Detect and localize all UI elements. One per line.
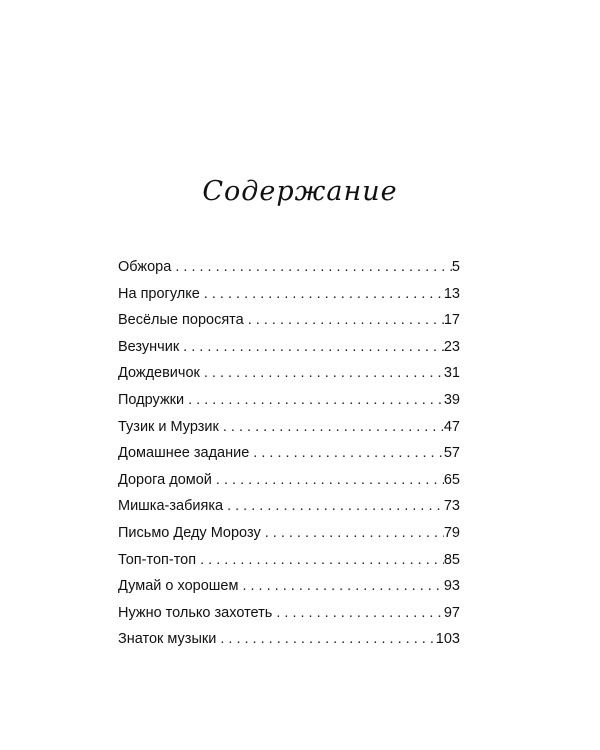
toc-entry-page: 97	[443, 604, 460, 621]
page-title: Содержание	[202, 176, 398, 207]
toc-entry-page: 5	[451, 259, 460, 275]
toc-entry-page: 79	[443, 524, 460, 541]
dot-leader	[216, 630, 435, 648]
toc-entry	[118, 497, 460, 524]
toc-entry	[118, 551, 460, 578]
toc-entry-title: Мишка-забияка	[118, 498, 224, 515]
toc-entry-title: Подружки	[118, 391, 185, 408]
toc-entry-page: 85	[443, 551, 460, 568]
dot-leader	[272, 604, 444, 622]
dot-leader	[171, 258, 452, 276]
toc-entry-page: 13	[443, 285, 460, 302]
toc-entry-title: Дорога домой	[118, 471, 212, 488]
toc-entry-page: 39	[443, 391, 460, 408]
toc-entry-title: Весёлые поросята	[118, 312, 244, 329]
toc-entry-page: 103	[435, 631, 460, 648]
toc-entry-page: 47	[443, 418, 460, 435]
toc-entry-title: Нужно только захотеть	[118, 604, 273, 621]
dot-leader	[244, 311, 444, 329]
toc-entry-page: 57	[443, 445, 460, 462]
dot-leader	[184, 391, 444, 409]
dot-leader	[238, 577, 443, 595]
toc-entry-page: 31	[443, 365, 460, 382]
toc-entry	[118, 285, 460, 312]
toc-entry-page: 65	[443, 471, 460, 488]
toc-entry-title: Тузик и Мурзик	[118, 418, 219, 435]
toc-entry	[118, 444, 460, 471]
toc-entry	[118, 338, 460, 365]
toc-entry-title: Письмо Деду Морозу	[118, 524, 261, 541]
toc-entry-title: Обжора	[118, 259, 172, 275]
toc-entry	[118, 418, 460, 445]
toc-entry	[118, 391, 460, 418]
toc-entry-title: Топ-топ-топ	[118, 551, 197, 568]
toc-entry	[118, 630, 460, 657]
toc-entry-title: Думай о хорошем	[118, 578, 239, 595]
dot-leader	[212, 471, 444, 489]
dot-leader	[219, 418, 444, 436]
toc-entry-page: 93	[443, 578, 460, 595]
dot-leader	[223, 497, 444, 515]
toc-entry-title: Домашнее задание	[118, 445, 250, 462]
toc-entry-page: 17	[443, 312, 460, 329]
toc-entry	[118, 471, 460, 498]
toc-entry-page: 73	[443, 498, 460, 515]
dot-leader	[261, 524, 444, 542]
toc-entry	[118, 258, 460, 285]
toc-entry-title: На прогулке	[118, 285, 200, 302]
toc-entry-title: Знаток музыки	[118, 631, 217, 648]
dot-leader	[249, 444, 444, 462]
table-of-contents	[118, 258, 460, 657]
toc-entry	[118, 364, 460, 391]
toc-entry-title: Дождевичок	[118, 365, 200, 382]
dot-leader	[179, 338, 444, 356]
dot-leader	[196, 551, 444, 569]
dot-leader	[200, 285, 444, 303]
toc-entry-page: 23	[443, 338, 460, 355]
dot-leader	[200, 364, 444, 382]
toc-entry-title: Везунчик	[118, 338, 180, 355]
toc-entry	[118, 577, 460, 604]
toc-entry	[118, 311, 460, 338]
toc-entry	[118, 524, 460, 551]
toc-entry	[118, 604, 460, 631]
